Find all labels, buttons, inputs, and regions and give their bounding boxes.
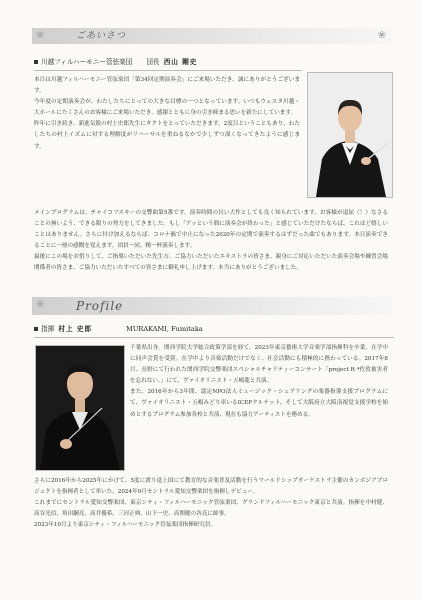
profile-name-jp: 村上 史郎 — [58, 325, 93, 333]
ornament-icon: ❀ — [377, 30, 386, 41]
greeting-title: ごあいさつ — [76, 31, 127, 41]
greeting-text-top: 本日は川越フィルハーモニー管弦楽団「第34回定期演奏会」にご来場いただき、誠にありがとうございます。 今年度の定期演奏会が、わたしたちにとっての大きな目標の一つとなっています。いつもウェスタ川越・大ホールにたくさんのお客様にご来場いただき、感謝とともに身の引き締まる思いを新たにしています。 昨年に引き続き、新進気鋭の村上史郎先生にタクトをとっていただきます。2度目ということもあり、わたしたちの村上イズムに対する理解度がリハーサルを重ねるなかで少しずつ深くなってきたように感じます。 — [34, 77, 300, 150]
greeting-text-bottom: メインプログラムは、チャイコフスキーの交響曲第5番です。演奏時間の長い大作としても良く知られています。お客様が退屈（！）なさることの無いよう、できる限りの努力をしてきました。もし「アッという間に演奏会が終わった」と感じていただけたならば、これほど嬉しいことはありません。さらに付け加えるならば、コロナ禍で中止になった2020年の定期で演奏するはずだった曲でもあります。本日演奏できることに一層の感慨を覚えます。団員一同、精一杯演奏します。 最後にこの場をお借りして、ご指導いただいた先生方、ご協力いただいたエキストラの皆さま、親身にご対応いただいた演奏会場や練習会場関係者の皆さま、ご協力いただいたすべての皆さまに御礼申し上げます。本当にありがとうございました。 — [34, 210, 388, 272]
profile-role: 指揮 — [41, 325, 55, 333]
signer-role: 団長 — [146, 58, 160, 66]
profile-name-en: MURAKAMI, Fumitaka — [126, 325, 203, 333]
signer-name: 西山 剛史 — [163, 58, 198, 66]
profile-name-line — [34, 324, 203, 334]
ornament-icon: ❀ — [36, 299, 45, 310]
profile-header-band — [32, 297, 392, 315]
photo-murakami — [35, 345, 125, 471]
org-name: 川越フィルハーモニー管弦楽団 — [41, 58, 133, 66]
ornament-icon: ❀ — [36, 30, 45, 41]
greeting-header-band — [32, 28, 392, 44]
divider — [34, 70, 302, 71]
divider — [34, 337, 394, 338]
profile-text-bottom: さらに2016年から2025年にかけて、5度に渡り途上国にて教育的な音楽普及活動を行うワールドシップオーケストラ主催のカンボジアプロジェクトを指揮者として率いた。2024年9月セントラル愛知交響楽団を指揮しデビュー。 これまでにセントラル愛知交響楽団、東京シティ・フィルハーモニック管弦楽団、グランドフィルハーモニック東京と共演。指揮を中村健、高谷光信、角田鋼亮、高井優希、三河正典、山下一史、高関健の各氏に師事。 2023年10月より東京シティ・フィルハーモニック管弦楽団指揮研究員。 — [34, 478, 388, 529]
photo-nishiyama — [307, 72, 393, 198]
profile-title: Profile — [76, 299, 124, 313]
bullet-square-icon — [34, 327, 38, 331]
bullet-square-icon — [34, 60, 38, 64]
profile-text-top: 千葉県出身。関西学院大学総合政策学部を経て、2023年東京藝術大学音楽学部指揮科を卒業。在学中に同声会賞を受賞。在学中より音楽活動だけでなく、社会活動にも積極的に携わっている。2017年8月、長野にて行われた関西学院交響楽団スペシャルチャリティーコンサート「project R *佐敦被害者を忘れない。」にて、ヴァイオリニスト・五嶋龍と共演。 また、2016年から3年間、認定NPO法人ミュージック・シェアリングの楽器指導支援プログラムにて、ヴァイオリニスト・五嶋みどり率いるICEPクルテット、そして大阪府立大阪南視覚支援学校を始めとするプログラム参加各校と共演、現在も協力アーティストを務める。 — [130, 345, 388, 418]
greeting-signature — [34, 57, 197, 67]
